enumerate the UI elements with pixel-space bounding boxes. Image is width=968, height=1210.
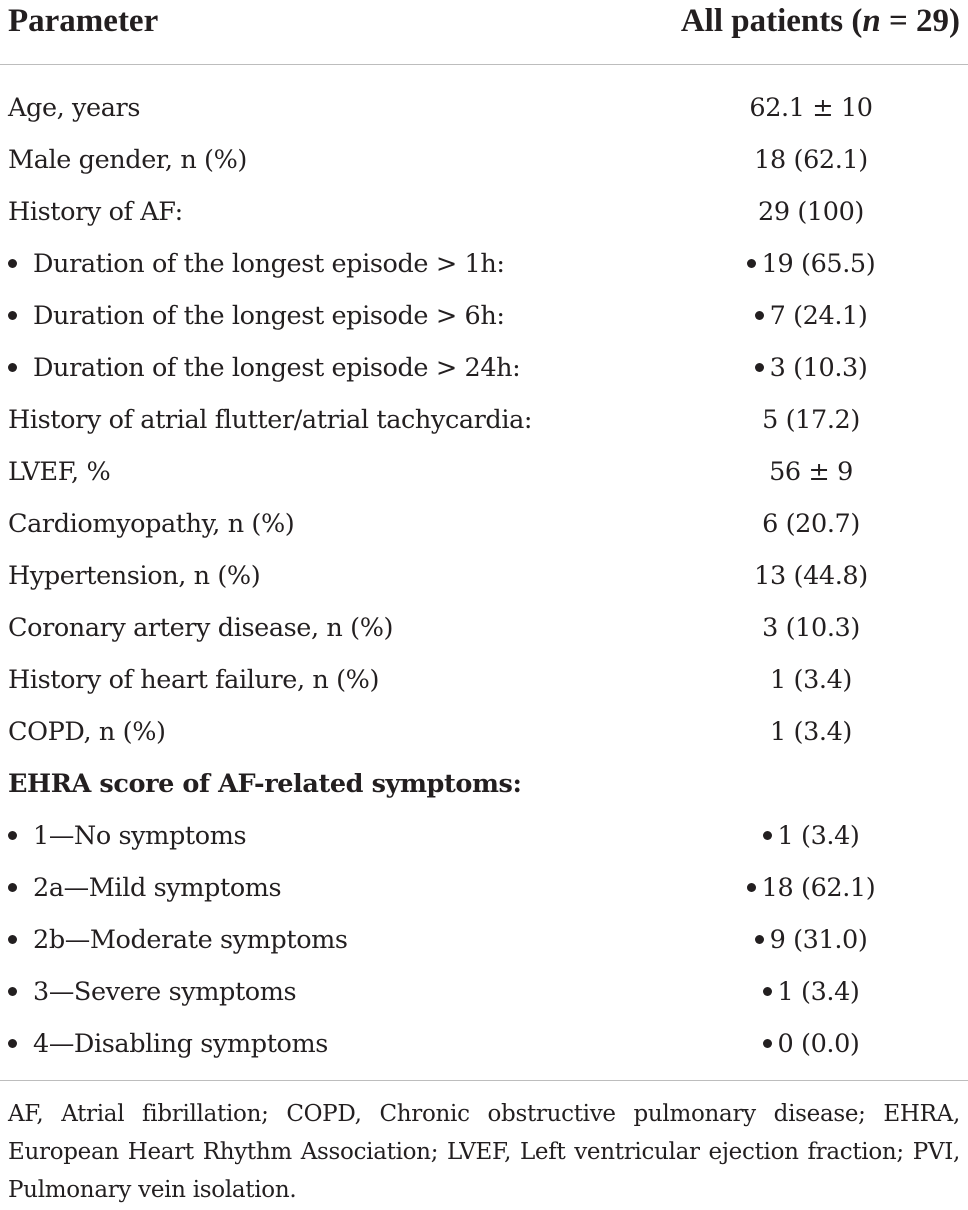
row-value: 1 (3.4) xyxy=(770,717,852,747)
table-row xyxy=(0,446,968,498)
row-label-bulleted xyxy=(8,810,246,862)
row-label-bulleted xyxy=(8,966,296,1018)
row-value: 1 (3.4) xyxy=(777,821,860,851)
row-label-bulleted xyxy=(8,290,505,342)
footer-divider xyxy=(0,1080,968,1081)
table-row xyxy=(0,394,968,446)
row-label: 4—Disabling symptoms xyxy=(33,1029,328,1059)
bullet-icon xyxy=(8,311,17,320)
row-value-bulleted xyxy=(611,810,968,862)
table-row xyxy=(0,134,968,186)
row-label-bulleted xyxy=(8,342,520,394)
table-row xyxy=(0,914,968,966)
bullet-icon xyxy=(755,311,764,320)
row-value: 56 ± 9 xyxy=(769,457,853,487)
row-value-bulleted xyxy=(611,914,968,966)
row-value: 0 (0.0) xyxy=(777,1029,860,1059)
bullet-icon xyxy=(747,259,756,268)
table-row xyxy=(0,82,968,134)
row-value: 7 (24.1) xyxy=(769,301,868,331)
bullet-icon xyxy=(755,363,764,372)
bullet-icon xyxy=(8,987,17,996)
bullet-icon xyxy=(763,987,772,996)
row-value-bulleted xyxy=(611,862,968,914)
row-value-bulleted xyxy=(611,342,968,394)
row-value: 18 (62.1) xyxy=(754,145,868,175)
header-parameter: Parameter xyxy=(8,3,159,39)
bullet-icon xyxy=(8,1039,17,1048)
row-value-bulleted xyxy=(611,966,968,1018)
row-value: 62.1 ± 10 xyxy=(749,93,873,123)
row-label: 2a—Mild symptoms xyxy=(33,873,282,903)
header-all-patients-suffix: = 29) xyxy=(880,3,960,39)
table-row xyxy=(0,862,968,914)
table-header xyxy=(0,0,968,65)
table-row xyxy=(0,810,968,862)
table-row xyxy=(0,966,968,1018)
bullet-icon xyxy=(8,831,17,840)
row-value: 29 (100) xyxy=(758,197,864,227)
row-value-bulleted xyxy=(611,1018,968,1070)
bullet-icon xyxy=(8,935,17,944)
table-body xyxy=(0,82,968,1070)
table-row xyxy=(0,498,968,550)
row-value: 19 (65.5) xyxy=(761,249,876,279)
row-value: 13 (44.8) xyxy=(754,561,868,591)
table-row xyxy=(0,186,968,238)
header-n-variable: n xyxy=(862,3,881,39)
row-label: History of AF: xyxy=(8,197,183,227)
row-label: Cardiomyopathy, n (%) xyxy=(8,509,295,539)
row-label: Age, years xyxy=(8,93,141,123)
row-label: COPD, n (%) xyxy=(8,717,166,747)
row-value: 1 (3.4) xyxy=(770,665,852,695)
row-label-bulleted xyxy=(8,862,281,914)
header-all-patients xyxy=(681,0,960,42)
bullet-icon xyxy=(8,883,17,892)
row-value: 9 (31.0) xyxy=(769,925,868,955)
row-value: 18 (62.1) xyxy=(761,873,876,903)
row-value-bulleted xyxy=(611,290,968,342)
row-label: Duration of the longest episode > 1h: xyxy=(33,249,505,279)
row-label: 1—No symptoms xyxy=(33,821,247,851)
row-value: 1 (3.4) xyxy=(777,977,860,1007)
row-label-bulleted xyxy=(8,1018,328,1070)
section-heading-ehra: EHRA score of AF-related symptoms: xyxy=(8,769,522,799)
bullet-icon xyxy=(755,935,764,944)
row-label: History of heart failure, n (%) xyxy=(8,665,380,695)
row-label: Duration of the longest episode > 6h: xyxy=(33,301,505,331)
row-label: Duration of the longest episode > 24h: xyxy=(33,353,521,383)
bullet-icon xyxy=(8,259,17,268)
row-value: 5 (17.2) xyxy=(762,405,860,435)
table-footnote: AF, Atrial fibrillation; COPD, Chronic obstructive pulmonary disease; EHRA, European Heart Rhythm Association; LVEF, Left ventricular ejection fraction; PVI, Pulmonary vein isolation. xyxy=(8,1101,960,1203)
table-row xyxy=(0,290,968,342)
row-label: Male gender, n (%) xyxy=(8,145,247,175)
row-value: 3 (10.3) xyxy=(762,613,860,643)
row-label: History of atrial flutter/atrial tachycardia: xyxy=(8,405,533,435)
bullet-icon xyxy=(8,363,17,372)
row-label: Hypertension, n (%) xyxy=(8,561,261,591)
bullet-icon xyxy=(763,1039,772,1048)
row-label: Coronary artery disease, n (%) xyxy=(8,613,394,643)
table-row xyxy=(0,706,968,758)
table-row xyxy=(0,602,968,654)
bullet-icon xyxy=(763,831,772,840)
table-row xyxy=(0,550,968,602)
row-value: 3 (10.3) xyxy=(769,353,868,383)
table-row xyxy=(0,654,968,706)
table-row xyxy=(0,1018,968,1070)
table-row xyxy=(0,238,968,290)
bullet-icon xyxy=(747,883,756,892)
row-label-bulleted xyxy=(8,914,348,966)
row-label: 3—Severe symptoms xyxy=(33,977,297,1007)
table-row xyxy=(0,342,968,394)
row-value-bulleted xyxy=(611,238,968,290)
row-value: 6 (20.7) xyxy=(762,509,860,539)
header-all-patients-prefix: All patients ( xyxy=(680,3,863,39)
table-row-section-heading xyxy=(0,758,968,810)
row-label: 2b—Moderate symptoms xyxy=(33,925,348,955)
row-label-bulleted xyxy=(8,238,505,290)
row-label: LVEF, % xyxy=(8,457,111,487)
